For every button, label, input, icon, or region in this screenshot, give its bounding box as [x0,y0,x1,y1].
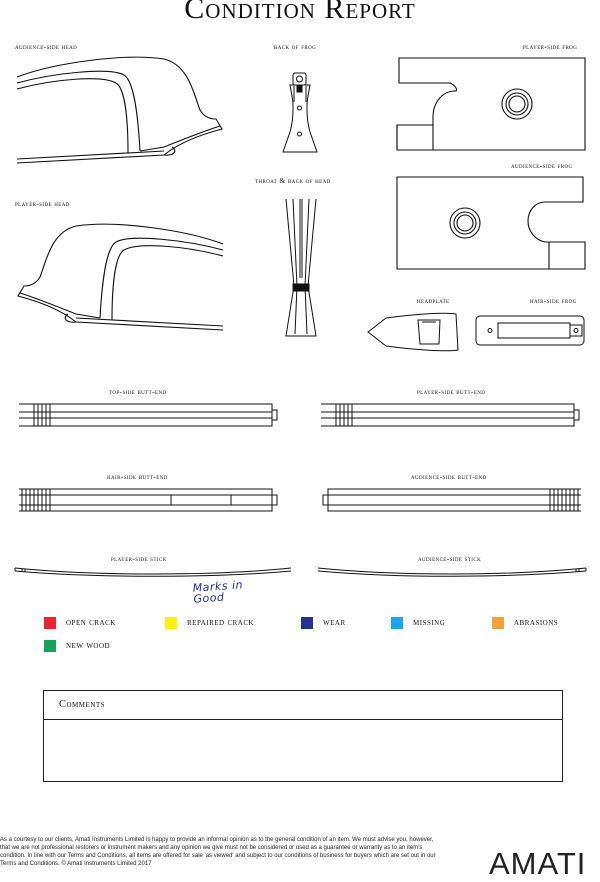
legend-open-crack [44,617,116,629]
legend-label: wear [323,618,346,628]
audience-side-frog-diagram[interactable] [395,176,588,271]
label-hair-side-butt-end: hair-side butt-end [107,472,168,481]
handwritten-line-1: Marks in [192,578,244,595]
audience-side-stick-diagram[interactable] [316,565,588,579]
label-top-side-butt-end: top-side butt-end [109,387,167,396]
legend-swatch [165,617,177,629]
comments-title: Comments [44,691,562,720]
label-player-side-butt-end: player-side butt-end [417,387,486,396]
legend-swatch [44,640,56,652]
label-audience-side-butt-end: audience-side butt-end [411,472,487,481]
legend-new-wood [44,640,110,652]
comments-field[interactable] [44,720,562,782]
legend-swatch [44,617,56,629]
legend-swatch [492,617,504,629]
label-player-side-head: player-side head [15,199,70,208]
audience-side-head-diagram[interactable] [14,55,226,170]
footer-disclaimer: As a courtesy to our clients, Amati Instruments Limited is happy to provide an informal opinion as to the general condition of an item. We must advise you, however, that we are not professional restorers or instrument makers and any opinion we give must not be considered or used as a guarantee or warranty as to an item's condition. In line with our Terms and Conditions, all items are offered for sale 'as viewed' and subject to our conditions of business for buyers which are set out in our Terms and Conditions. © Amati Instruments Limited 2017 [0,837,436,867]
label-back-of-frog: back of frog [274,42,317,51]
comments-box [43,690,563,782]
legend-wear [301,617,346,629]
legend-abrasions [492,617,558,629]
player-side-head-diagram[interactable] [14,222,226,337]
legend-missing [391,617,445,629]
legend-label: repaired crack [187,618,255,628]
legend-swatch [301,617,313,629]
legend-label: open crack [66,618,116,628]
handwritten-line-2: Good [193,590,225,606]
player-side-frog-diagram[interactable] [395,57,588,152]
legend-label: missing [413,618,446,628]
legend-repaired-crack [165,617,254,629]
hair-side-frog-diagram[interactable] [475,315,587,347]
page-title: Condition Report [184,0,416,25]
label-audience-side-head: audience-side head [15,42,78,51]
legend-label: new wood [66,641,111,651]
handwritten-note [192,577,273,605]
amati-logo: AMATI [489,846,587,881]
label-headplate: headplate [417,296,450,305]
label-player-side-stick: player-side stick [111,554,167,563]
legend-swatch [391,617,403,629]
hair-side-butt-end-diagram[interactable] [18,486,280,514]
audience-side-butt-end-diagram[interactable] [320,486,582,514]
legend-label: abrasions [514,618,559,628]
player-side-butt-end-diagram[interactable] [320,401,582,429]
headplate-diagram[interactable] [366,312,460,352]
label-throat-back-of-head: throat & back of head [255,176,331,185]
throat-back-of-head-diagram[interactable] [283,198,319,340]
label-audience-side-frog: audience-side frog [511,161,573,170]
label-audience-side-stick: audience-side stick [418,554,482,563]
player-side-stick-diagram[interactable] [14,565,294,579]
top-side-butt-end-diagram[interactable] [18,401,280,429]
label-hair-side-frog: hair-side frog [530,296,577,305]
back-of-frog-diagram[interactable] [280,72,320,154]
label-player-side-frog: player-side frog [523,42,578,51]
